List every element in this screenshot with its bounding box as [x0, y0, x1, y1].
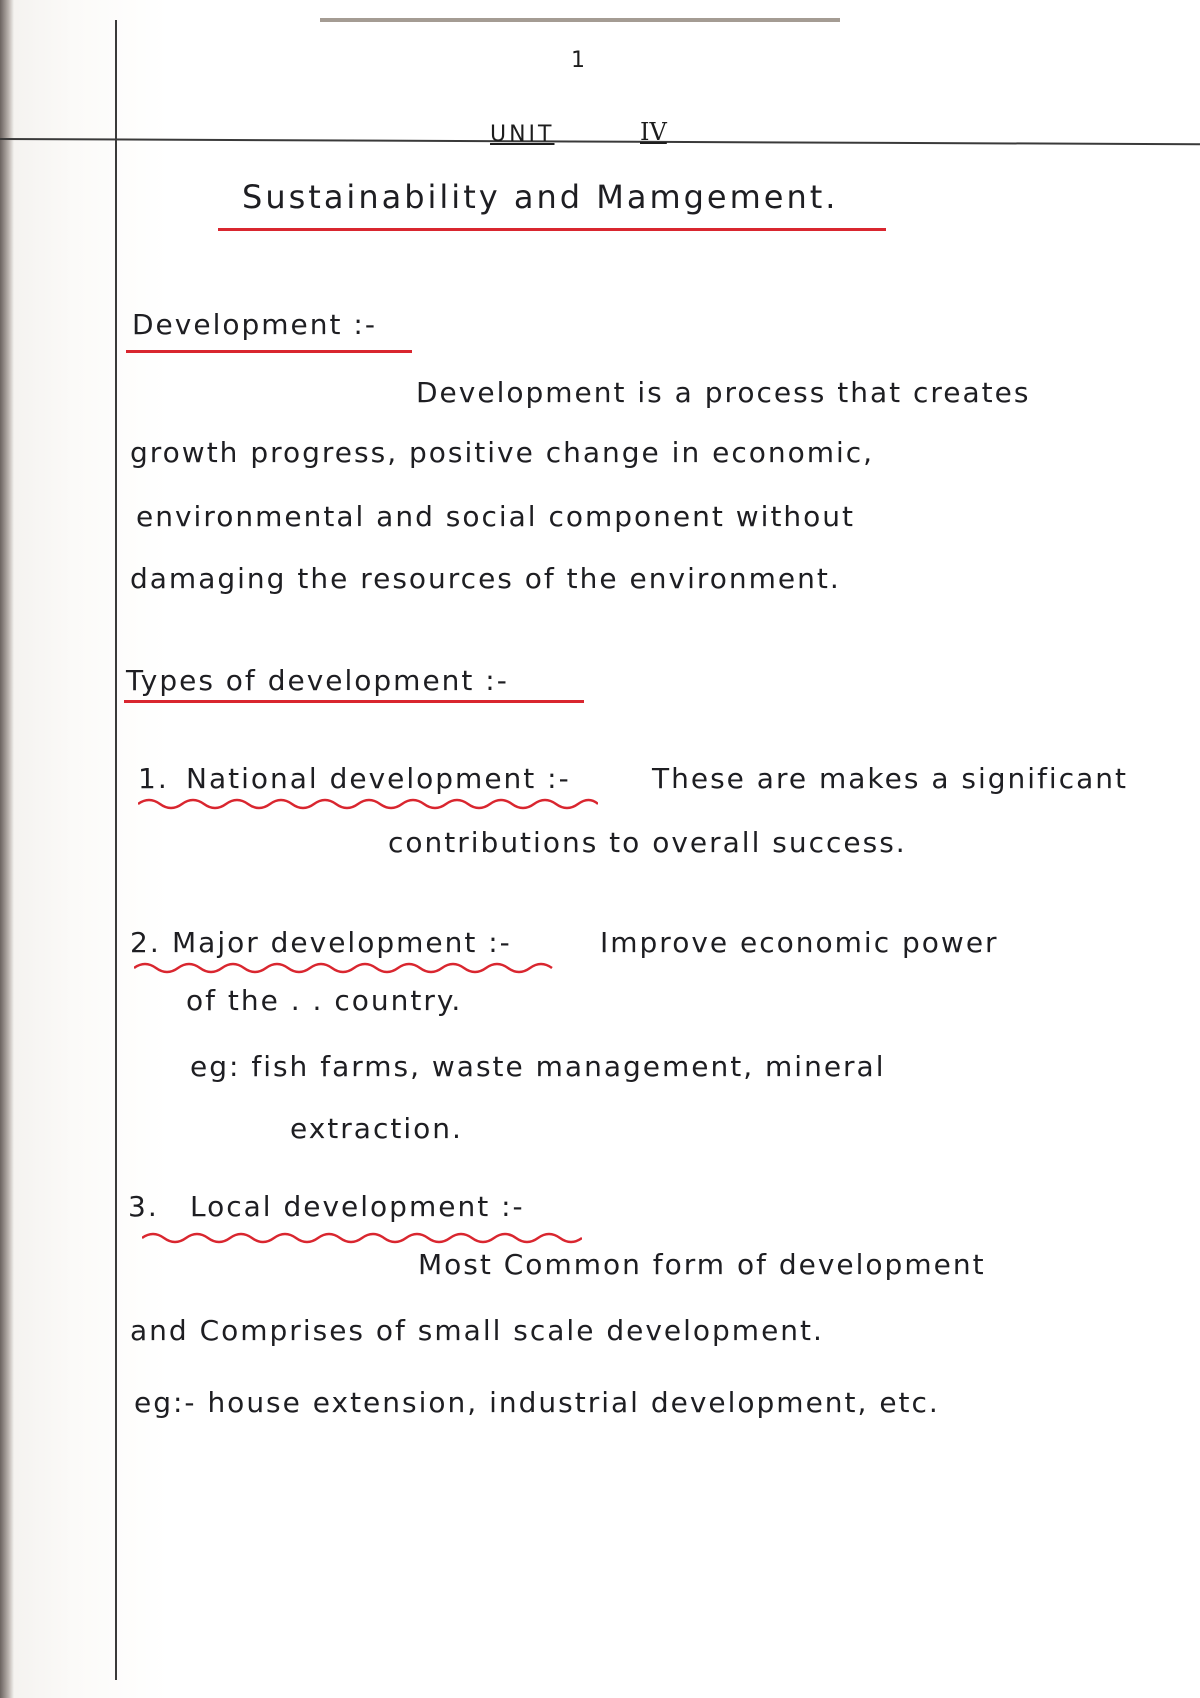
- item-1-continuation-1: contributions to overall success.: [388, 826, 907, 859]
- title-underline: [218, 228, 886, 231]
- item-2-continuation-1: of the . . country.: [186, 984, 463, 1017]
- item-2-continuation-2: eg: fish farms, waste management, mineral: [190, 1050, 886, 1083]
- unit-label: UNIT: [490, 122, 555, 147]
- item-2-term: Major development :-: [172, 926, 512, 959]
- item-3-wavy-underline: [142, 1230, 582, 1246]
- item-1-text: These are makes a significant: [652, 762, 1128, 795]
- types-heading: Types of development :-: [126, 664, 509, 697]
- item-3-continuation-3: eg:- house extension, industrial development, etc.: [134, 1386, 940, 1419]
- item-1-term: National development :-: [186, 762, 571, 795]
- item-1-wavy-underline: [138, 796, 598, 812]
- top-page-edge: [320, 18, 840, 22]
- definition-line-4: damaging the resources of the environment.: [130, 562, 841, 595]
- page-title: Sustainability and Mamgement.: [242, 178, 839, 216]
- development-heading: Development :-: [132, 308, 377, 341]
- page-number: 1: [571, 48, 585, 73]
- definition-line-1: Development is a process that creates: [416, 376, 1031, 409]
- definition-line-2: growth progress, positive change in economic,: [130, 436, 875, 469]
- item-2-continuation-3: extraction.: [290, 1112, 463, 1145]
- item-2-number: 2.: [130, 926, 161, 959]
- item-3-continuation-2: and Comprises of small scale development.: [130, 1314, 824, 1347]
- margin-line: [115, 20, 117, 1680]
- development-heading-underline: [126, 350, 412, 353]
- item-2-text: Improve economic power: [600, 926, 999, 959]
- definition-line-3: environmental and social component without: [136, 500, 856, 533]
- unit-number: IV: [640, 118, 667, 146]
- item-3-term: Local development :-: [190, 1190, 525, 1223]
- item-3-continuation-1: Most Common form of development: [418, 1248, 986, 1281]
- item-2-wavy-underline: [134, 960, 554, 976]
- header-rule: [0, 138, 1200, 145]
- item-3-number: 3.: [128, 1190, 159, 1223]
- types-heading-underline: [124, 700, 584, 703]
- item-1-number: 1.: [138, 762, 169, 795]
- binding-shadow: [0, 0, 14, 1698]
